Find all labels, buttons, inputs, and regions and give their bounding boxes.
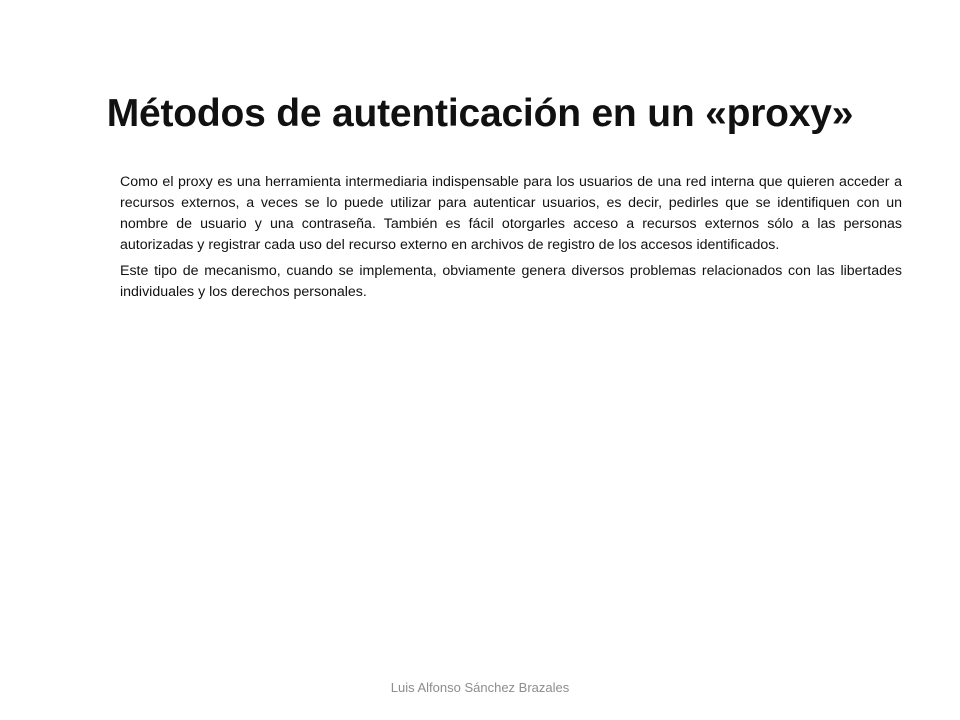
slide-title: Métodos de autenticación en un «proxy» [106,92,854,136]
body-paragraph-authentication: Como el proxy es una herramienta intermediaria indispensable para los usuarios de una red interna que quieren acceder a recursos externos, a veces se lo puede utilizar para autenticar usuarios, es decir, pedirles que se identifiquen con un nombre de usuario y una contraseña. También es fácil otorgarles acceso a recursos externos sólo a las personas autorizadas y registrar cada uso del recurso externo en archivos de registro de los accesos identificados. [120,174,902,253]
body-paragraph-privacy: Este tipo de mecanismo, cuando se implementa, obviamente genera diversos problemas relacionados con las libertades individuales y los derechos personales. [120,263,902,300]
slide-footer: Luis Alfonso Sánchez Brazales [390,680,570,695]
slide-body [120,172,902,308]
